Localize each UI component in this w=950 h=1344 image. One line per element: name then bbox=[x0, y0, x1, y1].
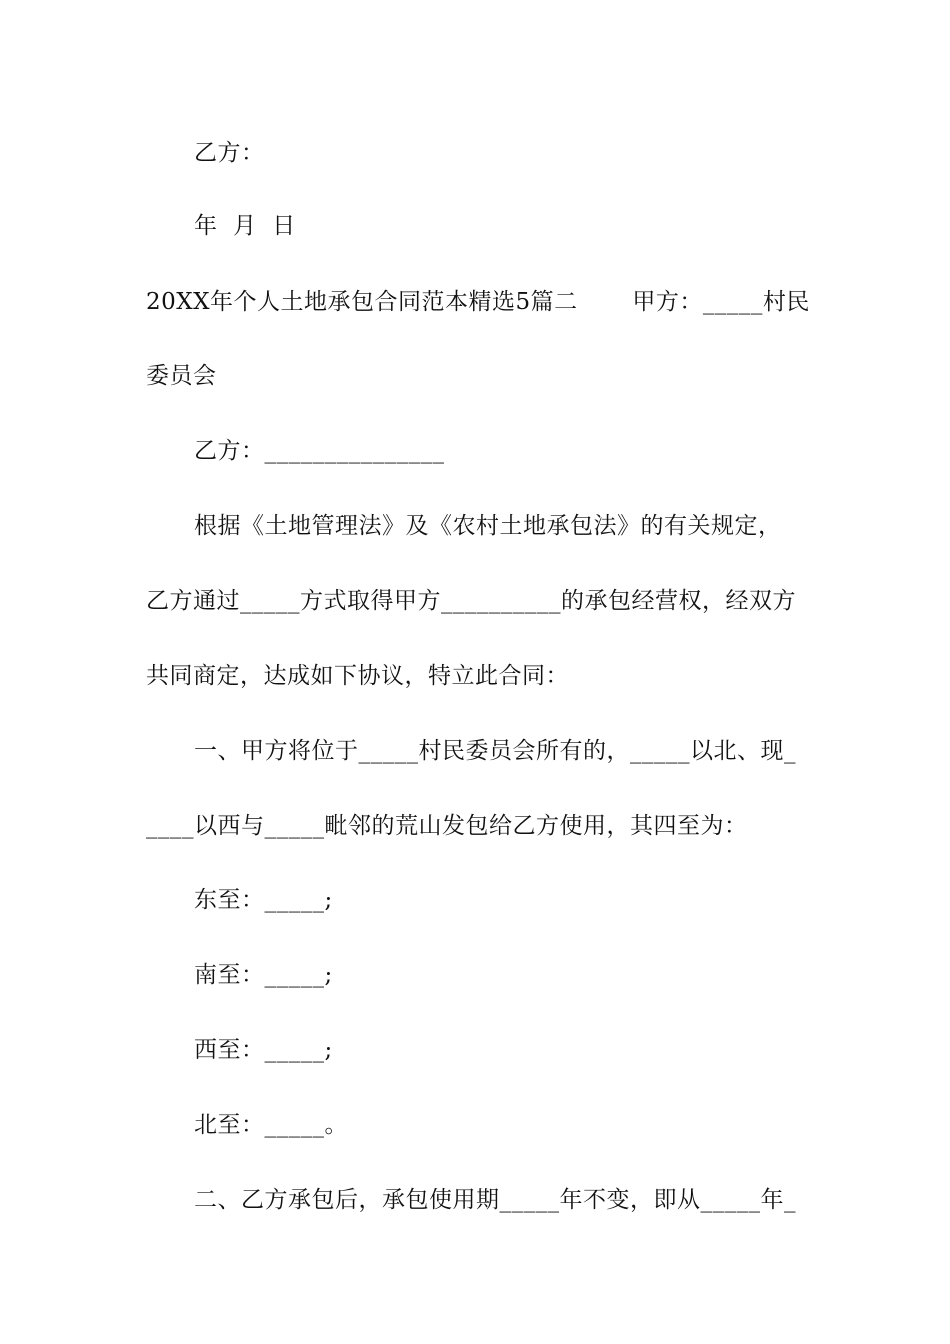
party-a-continuation-line: 委员会 bbox=[146, 363, 217, 389]
contract-title-line: 20XX年个人土地承包合同范本精选5篇二 甲方：_____村民 bbox=[146, 289, 810, 315]
clause-one-line-1: 一、甲方将位于_____村民委员会所有的，_____以北、现_ bbox=[194, 738, 796, 764]
clause-two-line-1: 二、乙方承包后，承包使用期_____年不变，即从_____年_ bbox=[194, 1187, 796, 1213]
north-boundary-line: 北至：_____。 bbox=[194, 1112, 348, 1138]
date-line: 年 月 日 bbox=[194, 213, 296, 239]
party-b-line: 乙方：_______________ bbox=[194, 438, 445, 464]
party-b-signature-line: 乙方： bbox=[194, 140, 265, 166]
preamble-paragraph-line-1: 根据《土地管理法》及《农村土地承包法》的有关规定， bbox=[194, 513, 782, 539]
preamble-paragraph-line-2: 乙方通过_____方式取得甲方__________的承包经营权，经双方 bbox=[146, 588, 796, 614]
preamble-paragraph-line-3: 共同商定，达成如下协议，特立此合同： bbox=[146, 663, 569, 689]
east-boundary-line: 东至：_____; bbox=[194, 887, 333, 913]
west-boundary-line: 西至：_____; bbox=[194, 1037, 333, 1063]
clause-one-line-2: ____以西与_____毗邻的荒山发包给乙方使用，其四至为： bbox=[146, 813, 748, 839]
south-boundary-line: 南至：_____; bbox=[194, 962, 333, 988]
